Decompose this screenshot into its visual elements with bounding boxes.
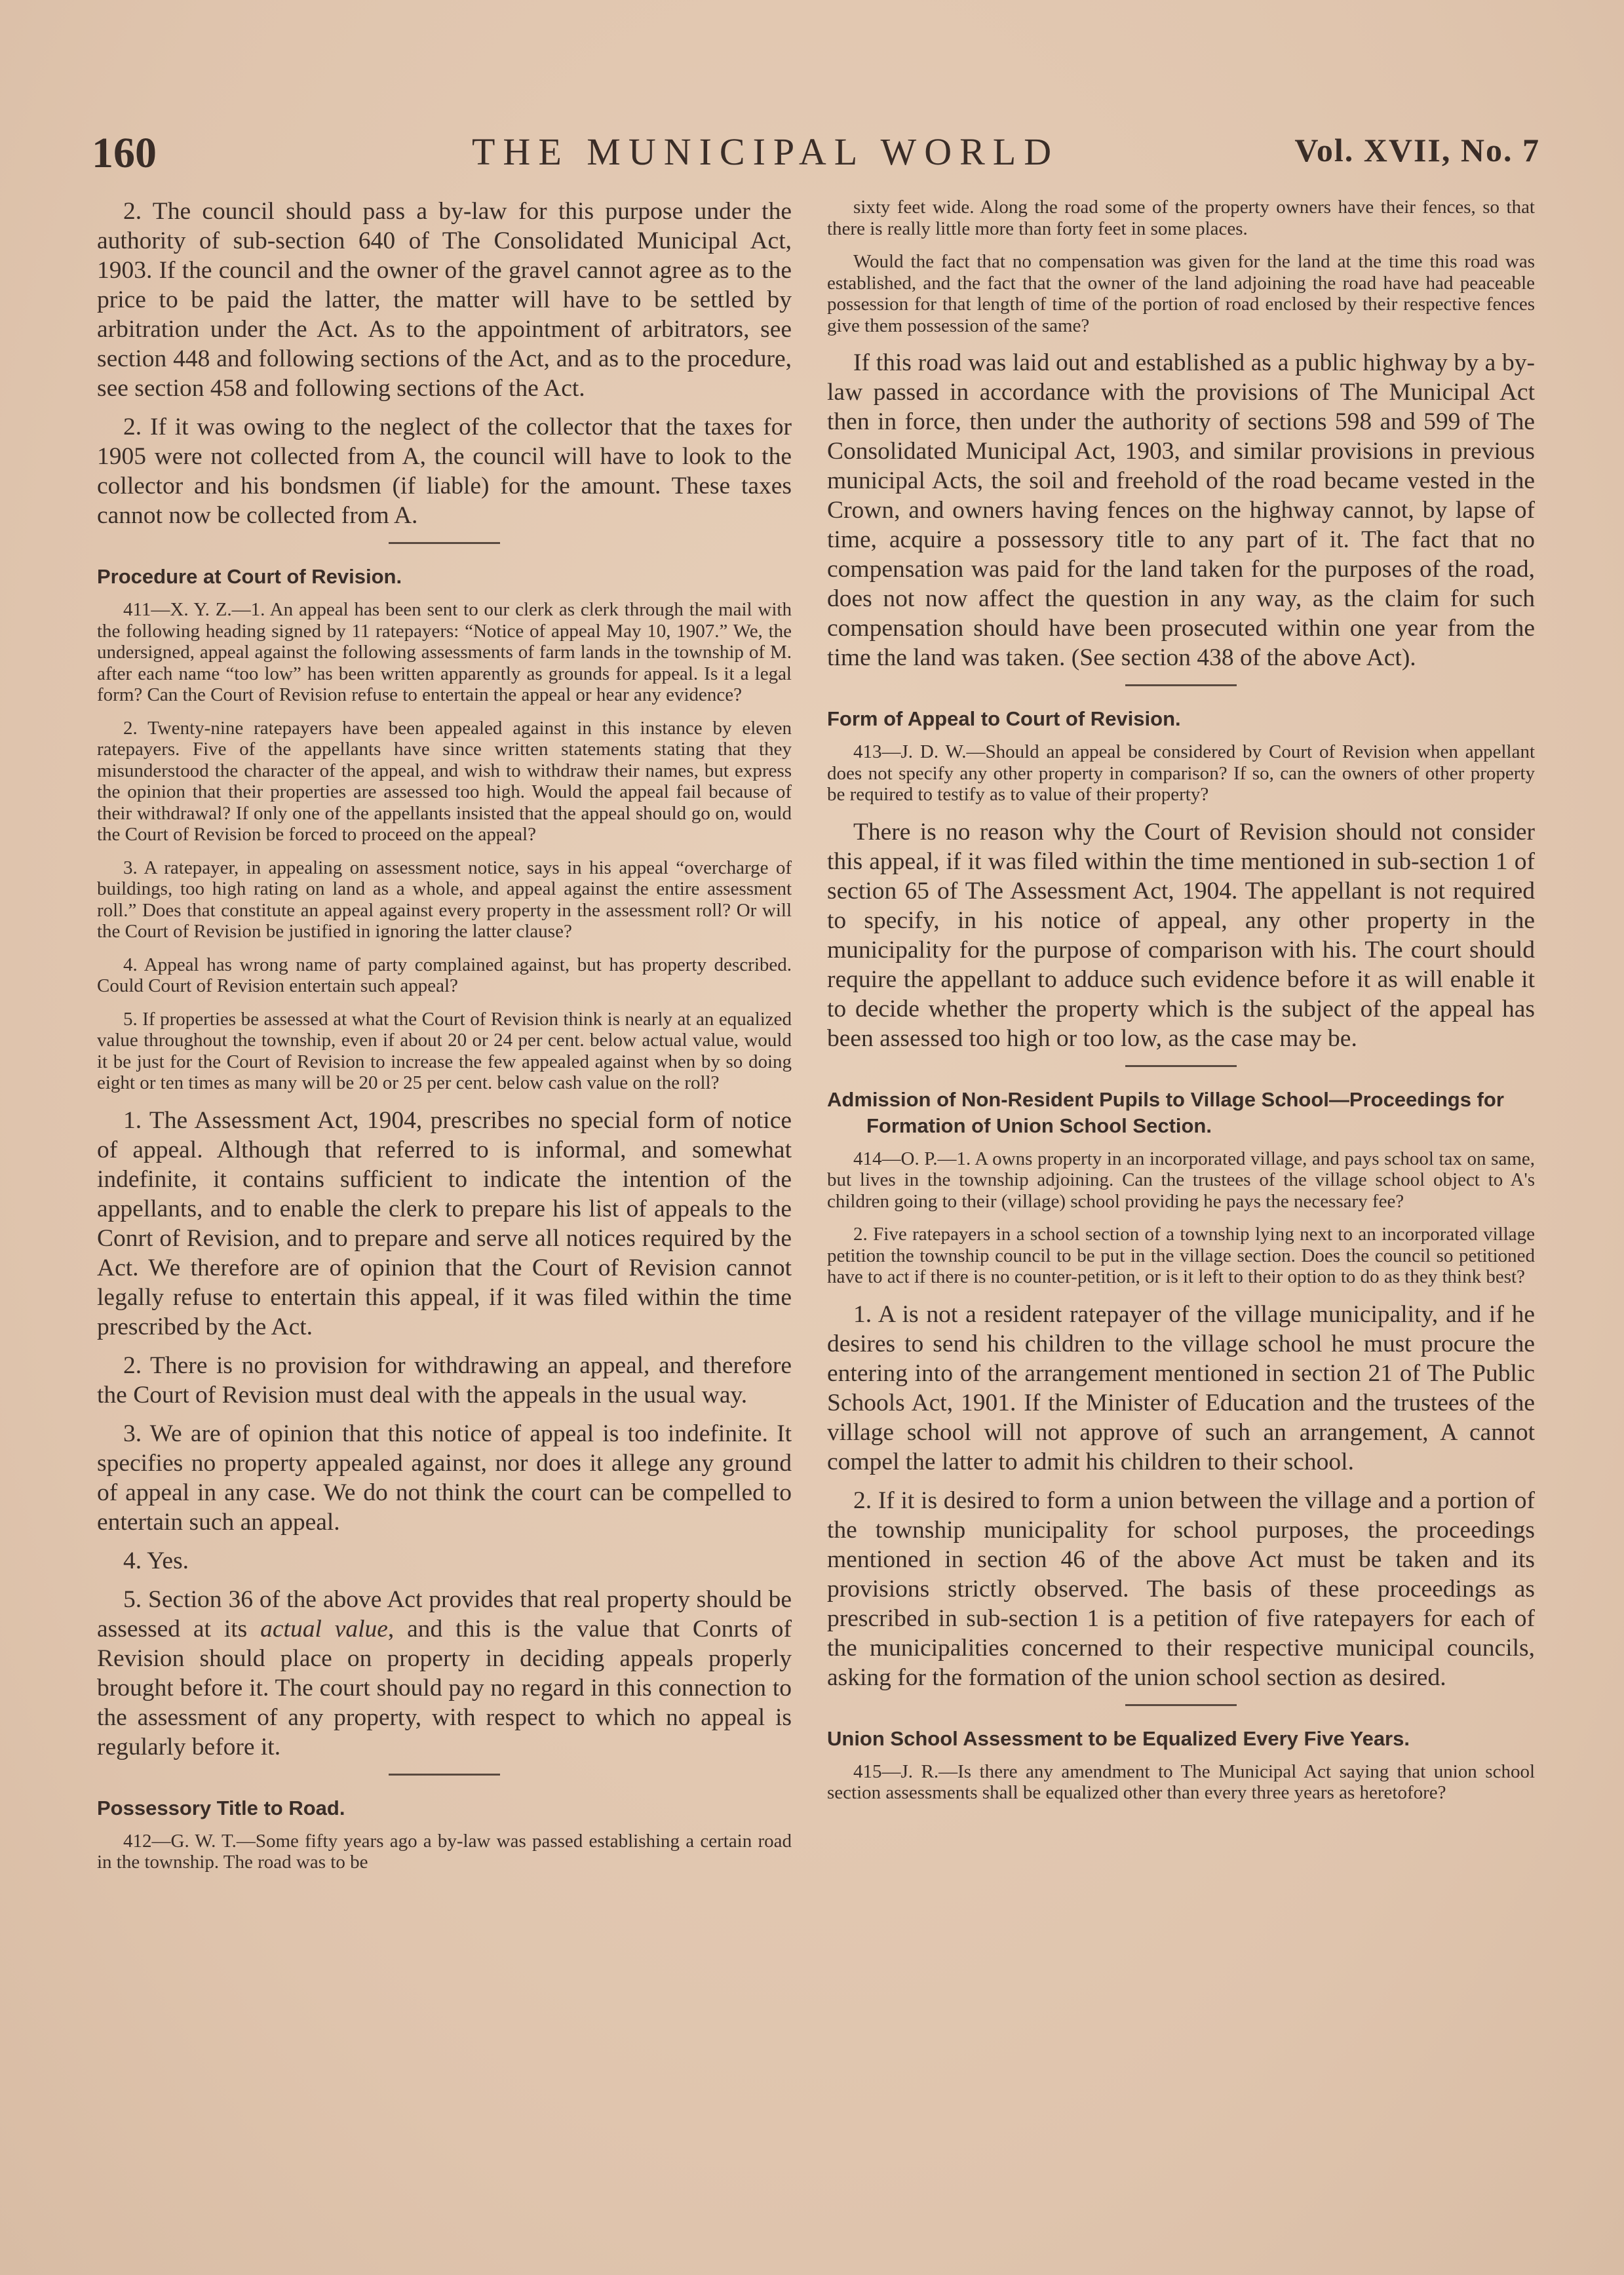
question-paragraph: 4. Appeal has wrong name of party complained against, but has property described. Could Court of Revision entertain such appeal?	[97, 954, 792, 996]
answer-paragraph: 2. The council should pass a by-law for this purpose under the authority of sub-section 640 of The Consolidated Municipal Act, 1903. If the council and the owner of the gravel cannot agree as to the price to be paid the latter, the matter will have to be settled by arbitration under the Act. As to the appointment of arbitrators, see section 448 and following sections of the Act, and as to the procedure, see section 458 and following sections of the Act.	[97, 198, 792, 402]
question-paragraph: 415—J. R.—Is there any amendment to The Municipal Act saying that union school section assessments shall be equalized other than every three years as heretofore?	[827, 1760, 1535, 1803]
volume-issue: Vol. XVII, No. 7	[1294, 132, 1540, 168]
section-divider	[1125, 1065, 1237, 1067]
answer-text: 5. Section 36 of the above Act provides that real property should be assessed at its	[97, 1585, 792, 1643]
answer-paragraph: 2. If it is desired to form a union between the village and a portion of the township municipality for school purposes, the proceedings mentioned in section 46 of the above Act must be taken and its provisions strictly observed. The basis of these proceedings as prescribed in sub-section 1 is a petition of five ratepayers for each of the municipalities concerned to their respective municipal councils, asking for the formation of the union school section as desired.	[827, 1487, 1535, 1691]
emphasis-text: actual value	[260, 1615, 388, 1643]
answer-paragraph: 1. The Assessment Act, 1904, prescribes no special form of notice of appeal. Although that referred to is informal, and somewhat indefinite, it contains sufficient to indicate the intention of the appellants, and to enable the clerk to prepare his list of appeals to the Conrt of Revision, and to prepare and serve all notices required by the Act. We therefore are of opinion that the Court of Revision cannot legally refuse to entertain this appeal, if it was filed within the time prescribed by the Act.	[97, 1106, 792, 1340]
question-paragraph: 5. If properties be assessed at what the Court of Revision think is nearly at an equalized value throughout the township, even if about 20 or 24 per cent. below actual value, would it be just for the Court of Revision to increase the few appealed against when by so doing eight or ten times as many will be 20 or 25 per cent. below cash value on the roll?	[97, 1008, 792, 1093]
question-paragraph: 2. Twenty-nine ratepayers have been appealed against in this instance by eleven ratepayers. Five of the appellants have since written statements stating that they misunderstood the character of the appeal, and wish to withdraw their names, but express the opinion that their properties are assessed too high. Would the appeal fail because of their withdrawal? If only one of the appellants insisted that the appeal should go on, would the Court of Revision be forced to proceed on the appeal?	[97, 717, 792, 845]
question-paragraph: 413—J. D. W.—Should an appeal be considered by Court of Revision when appellant does not specify any other property in comparison? If so, can the owners of other property be required to testify as to value of their property?	[827, 741, 1535, 805]
question-paragraph: 3. A ratepayer, in appealing on assessment notice, says in his appeal “overcharge of buildings, too high rating on land as a whole, and appeal against the entire assessment roll.” Does that constitute an appeal against every property in the assessment roll? Or will the Court of Revision be justified in ignoring the latter clause?	[97, 857, 792, 942]
section-heading: Possessory Title to Road.	[97, 1796, 345, 1819]
answer-text: , and this is the value that Conrts of Revision should place on property in deciding appeals properly brought before it. The court should pay no regard in this connection to the assessment of any property, with respect to which no appeal is regularly before it.	[97, 1615, 792, 1760]
section-heading: Form of Appeal to Court of Revision.	[827, 707, 1181, 730]
section-divider	[1125, 1704, 1237, 1706]
section-divider	[389, 1774, 500, 1776]
section-heading: Procedure at Court of Revision.	[97, 565, 402, 588]
answer-paragraph: 4. Yes.	[123, 1547, 189, 1574]
answer-paragraph: 2. If it was owing to the neglect of the collector that the taxes for 1905 were not collected from A, the council will have to look to the collector and his bondsmen (if liable) for the amount. These taxes cannot now be collected from A.	[97, 414, 792, 529]
answer-paragraph	[97, 1585, 792, 1762]
answer-paragraph: If this road was laid out and established as a public highway by a by-law passed in accordance with the provisions of The Municipal Act then in force, then under the authority of sections 598 and 599 of The Consolidated Municipal Act, 1903, and similar provisions in previous municipal Acts, the soil and freehold of the road became vested in the Crown, and owners having fences on the highway cannot, by lapse of time, acquire a possessory title to any part of it. The fact that no compensation was paid for the land taken for the purposes of the road, does not now affect the question in any way, as the claim for such compensation should have been prosecuted within one year from the time the land was taken. (See section 438 of the above Act).	[827, 349, 1535, 671]
answer-paragraph: 1. A is not a resident ratepayer of the village municipality, and if he desires to send his children to the village school he must procure the entering into of the arrangement mentioned in section 21 of The Public Schools Act, 1901. If the Minister of Education and the trustees of the village school will not approve of such an arrangement, A cannot compel the latter to admit his children to their school.	[827, 1300, 1535, 1475]
section-heading: Admission of Non-Resident Pupils to Village School—Proceedings for Formation of Union School Section.	[827, 1087, 1504, 1137]
question-paragraph: Would the fact that no compensation was given for the land at the time this road was established, and the fact that the owner of the land adjoining the road have had peaceable possession for that length of time of the portion of road enclosed by their respective fences give them possession of the same?	[827, 251, 1535, 336]
section-divider	[389, 542, 500, 544]
answer-paragraph: There is no reason why the Court of Revision should not consider this appeal, if it was filed within the time mentioned in sub-section 1 of section 65 of The Assessment Act, 1904. The appellant is not required to specify, in his notice of appeal, any other property in the municipality for the purpose of comparison with his. The court should require the appellant to adduce such evidence before it as will enable it to decide whether the property which is the subject of the appeal has been assessed too high or too low, as the case may be.	[827, 818, 1535, 1052]
section-divider	[1125, 684, 1237, 686]
question-paragraph: 2. Five ratepayers in a school section of a township lying next to an incorporated village petition the township council to be put in the village section. Does the council so petitioned have to act if there is no counter-petition, or is it left to their option to do as they think best?	[827, 1224, 1535, 1287]
left-column	[97, 197, 792, 1885]
running-head	[92, 128, 1540, 181]
page-number: 160	[92, 129, 157, 177]
right-column	[827, 197, 1535, 1816]
question-paragraph: 411—X. Y. Z.—1. An appeal has been sent to our clerk as clerk through the mail with the following heading signed by 11 ratepayers: “Notice of appeal May 10, 1907.” We, the undersigned, appeal against the following assessments of farm lands in the township of M. after each name “too low” has been written apparently as grounds for appeal. Is it a legal form? Can the Court of Revision refuse to entertain the appeal or hear any evidence?	[97, 599, 792, 705]
question-paragraph: sixty feet wide. Along the road some of the property owners have their fences, so that there is really little more than forty feet in some places.	[827, 197, 1535, 239]
section-heading: Union School Assessment to be Equalized Every Five Years.	[827, 1726, 1410, 1750]
answer-paragraph: 2. There is no provision for withdrawing an appeal, and therefore the Court of Revision must deal with the appeals in the usual way.	[97, 1351, 792, 1409]
journal-title: THE MUNICIPAL WORLD	[472, 130, 1060, 173]
answer-paragraph: 3. We are of opinion that this notice of appeal is too indefinite. It specifies no property appealed against, nor does it allege any ground of appeal in any case. We do not think the court can be compelled to entertain such an appeal.	[97, 1420, 792, 1536]
question-paragraph: 414—O. P.—1. A owns property in an incorporated village, and pays school tax on same, but lives in the township adjoining. Can the trustees of the village school object to A's children going to their (village) school providing he pays the necessary fee?	[827, 1148, 1535, 1212]
question-paragraph: 412—G. W. T.—Some fifty years ago a by-law was passed establishing a certain road in the township. The road was to be	[97, 1830, 792, 1873]
